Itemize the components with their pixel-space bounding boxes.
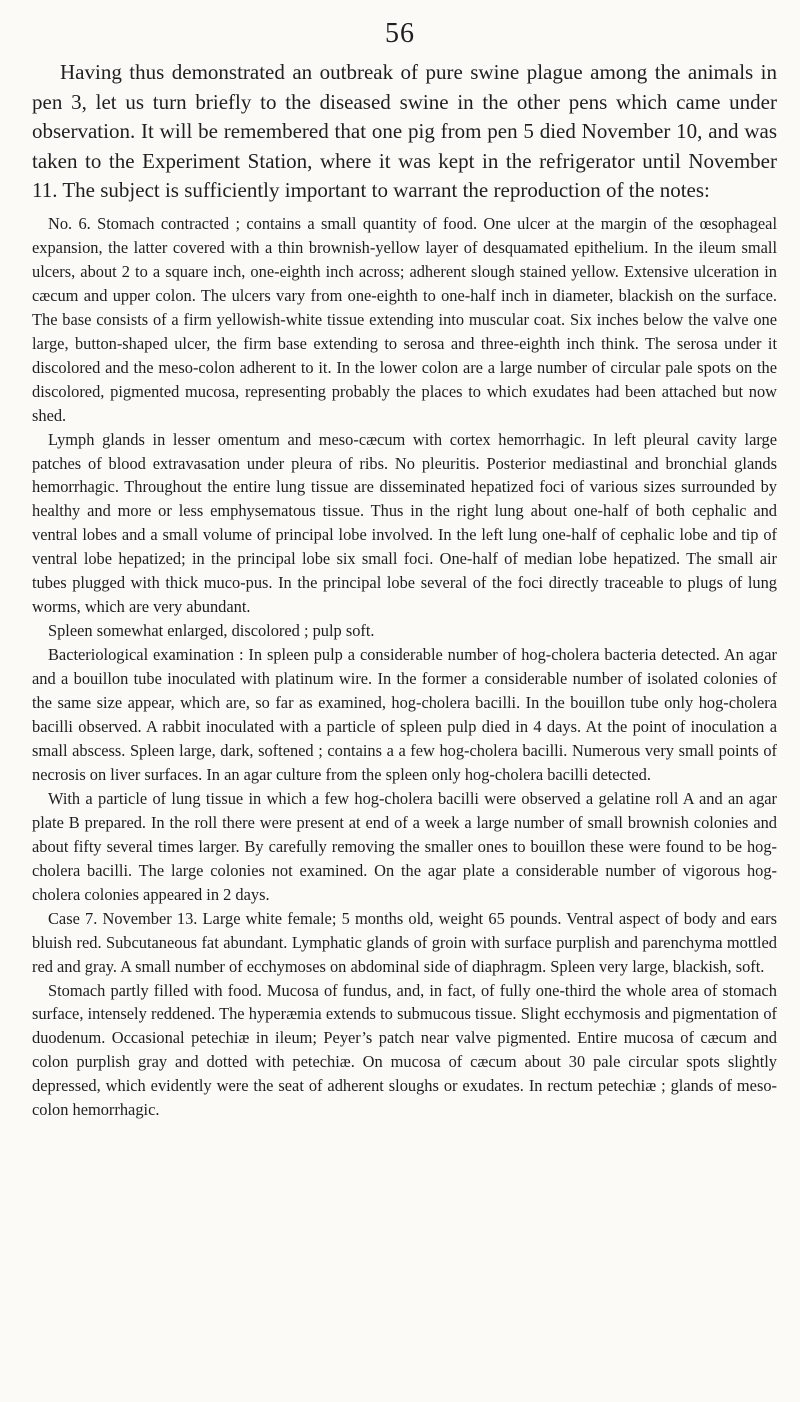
note-no6-lungs: Lymph glands in lesser omentum and meso-cæcum with cortex hemorrhagic. In left pleural cavity large patches of blood extravasation under pleura of ribs. No pleuritis. Posterior mediastinal and bronchial glands hemorrhagic. Throughout the entire lung tissue are disseminated hepatized foci of various sizes surrounded by healthy and more or less emphysematous tissue. Thus in the right lung about one-half of both cephalic and ventral lobes and a small volume of principal lobe involved. In the left lung one-half of cephalic lobe and tip of ventral lobe hepatized; in the principal lobe six small foci. One-half of median lobe hepatized. The small air tubes plugged with thick muco-pus. In the principal lobe several of the foci directly traceable to plugs of lung worms, which are very abundant. [32, 429, 777, 617]
note-no6-intestines: No. 6. Stomach contracted ; contains a small quantity of food. One ulcer at the margin of the œsophageal expansion, the latter covered with a thin brownish-yellow layer of desquamated epithelium. In the ileum small ulcers, about 2 to a square inch, one-eighth inch across; adherent slough stained yellow. Extensive ulceration in cæcum and upper colon. The ulcers vary from one-eighth to one-half inch in diameter, blackish on the surface. The base consists of a firm yellowish-white tissue extending into muscular coat. Six inches below the valve one large, button-shaped ulcer, the firm base extending to serosa and three-eighth inch think. The serosa under it discolored and the meso-colon adherent to it. In the lower colon are a large number of circular pale spots on the discolored, pigmented mucosa, representing probably the places to which exudates had been attached but now shed. [32, 214, 777, 425]
note-case7-stomach: Stomach partly filled with food. Mucosa of fundus, and, in fact, of fully one-third the whole area of stomach surface, intensely reddened. The hyperæmia extends to submucous tissue. Slight ecchymosis and pigmentation of duodenum. Occasional petechiæ in ileum; Peyer’s patch near valve pigmented. Entire mucosa of cæcum and colon purplish gray and dotted with petechiæ. On mucosa of cæcum about 30 pale circular spots slightly depressed, which evidently were the seat of adherent sloughs or exudates. In rectum petechiæ ; glands of meso-colon hemorrhagic. [32, 980, 777, 1120]
note-no6-lung-culture: With a particle of lung tissue in which a few hog-cholera bacilli were observed a gelatine roll A and an agar plate B prepared. In the roll there were present at end of a week a large number of small brownish colonies and about fifty several times larger. By carefully removing the smaller ones to bouillon these were found to be hog-cholera bacilli. The large colonies not examined. On the agar plate a considerable number of vigorous hog-cholera colonies appeared in 2 days. [32, 788, 777, 904]
note-case7-external: Case 7. November 13. Large white female; 5 months old, weight 65 pounds. Ventral aspect of body and ears bluish red. Subcutaneous fat abundant. Lymphatic glands of groin with surface purplish and parenchyma mottled red and gray. A small number of ecchymoses on abdominal side of diaphragm. Spleen very large, blackish, soft. [32, 908, 777, 976]
case-notes [32, 212, 777, 1122]
page-number: 56 [385, 18, 415, 49]
note-no6-spleen: Spleen somewhat enlarged, discolored ; pulp soft. [48, 621, 375, 641]
intro-paragraph: Having thus demonstrated an outbreak of pure swine plague among the animals in pen 3, let us turn briefly to the diseased swine in the other pens which came under observation. It will be remembered that one pig from pen 5 died November 10, and was taken to the Experiment Station, where it was kept in the refrigerator until November 11. The subject is sufficiently important to warrant the reproduction of the notes: [32, 60, 777, 203]
note-no6-bacteriology: Bacteriological examination : In spleen pulp a considerable number of hog-cholera bacteria detected. An agar and a bouillon tube inoculated with platinum wire. In the former a considerable number of isolated colonies of the same size appear, which are, so far as examined, hog-cholera bacilli. In the bouillon tube only hog-cholera bacilli observed. A rabbit inoculated with a particle of spleen pulp died in 4 days. At the point of inoculation a small abscess. Spleen large, dark, softened ; contains a a few hog-cholera bacilli. Numerous very small points of necrosis on liver surfaces. In an agar culture from the spleen only hog-cholera bacilli detected. [32, 645, 777, 784]
